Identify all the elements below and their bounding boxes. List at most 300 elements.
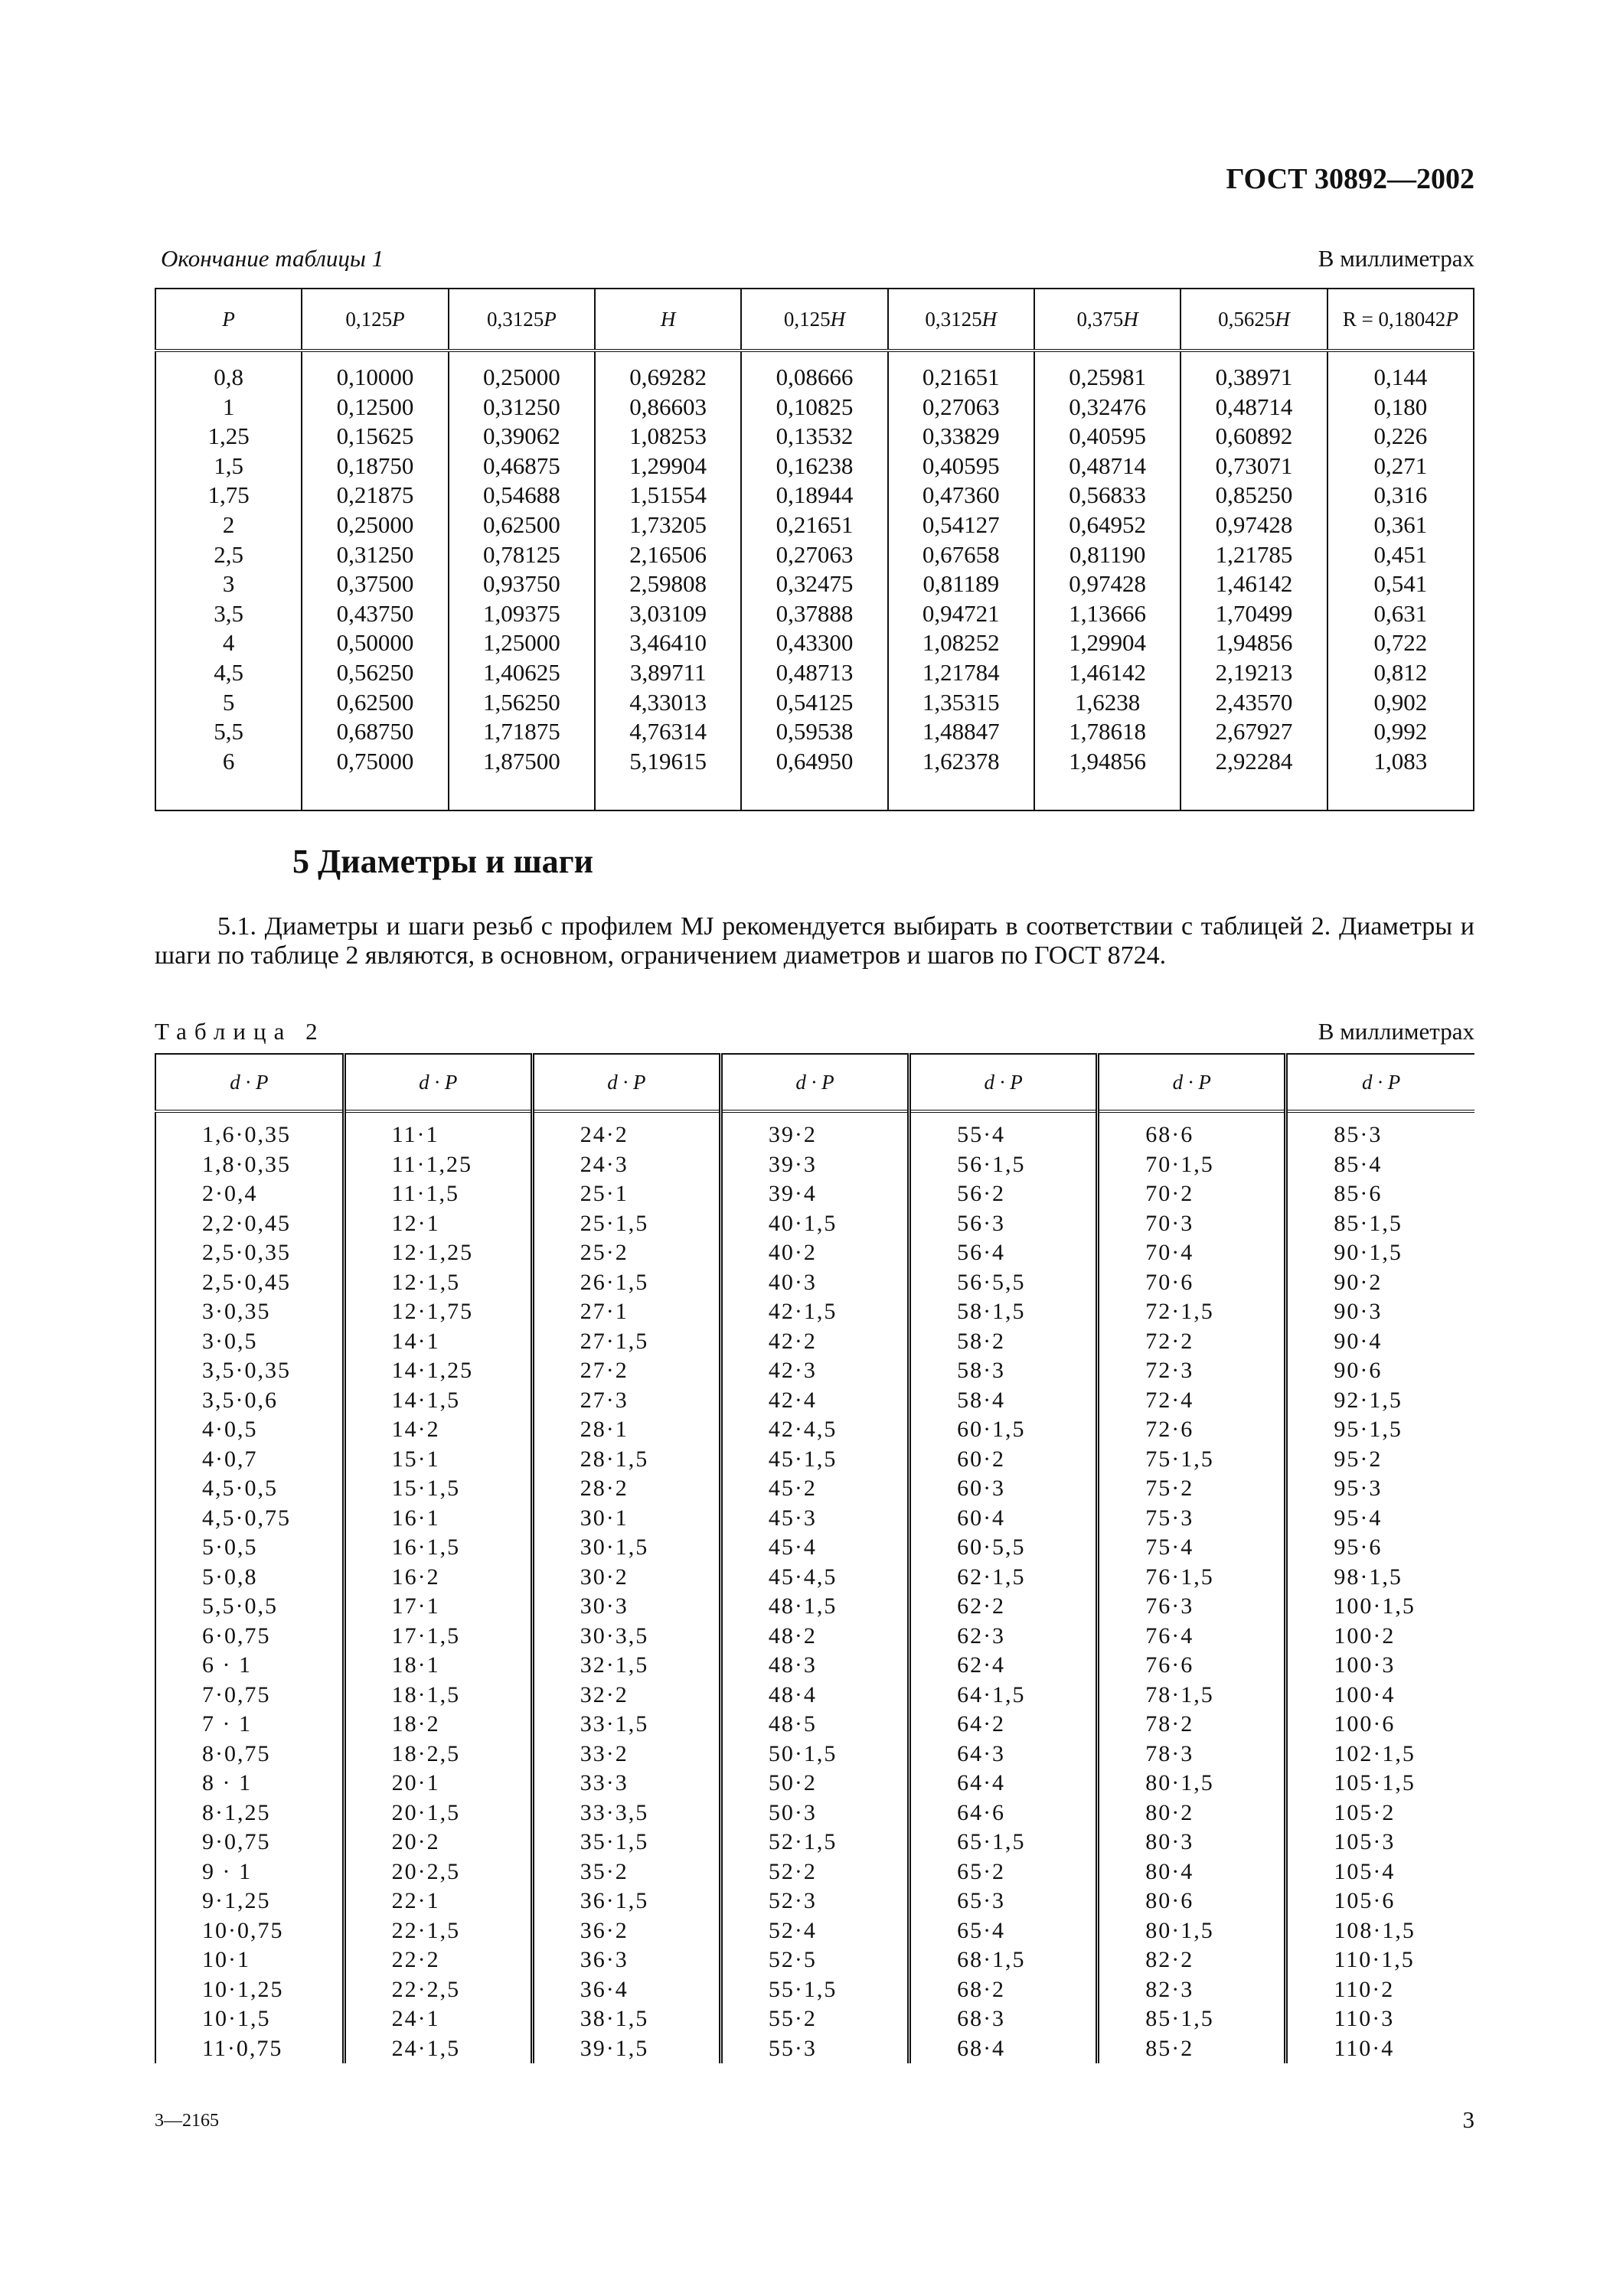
- table-cell: 78·2: [1098, 1710, 1286, 1740]
- table-cell: 1,083: [1373, 747, 1428, 775]
- table-cell: 4,76314: [595, 717, 741, 747]
- table-cell: 1,25000: [449, 628, 595, 658]
- table-cell: 32·1,5: [532, 1651, 720, 1681]
- table-row: [155, 393, 1474, 422]
- table-cell: 33·2: [532, 1740, 720, 1769]
- table-cell: 25·1: [532, 1179, 720, 1209]
- table-cell: 78·3: [1098, 1740, 1286, 1769]
- table-cell: 0,97428: [1034, 569, 1181, 599]
- table-row: [155, 1111, 1474, 1150]
- table-cell: 22·2: [344, 1945, 532, 1975]
- table-cell: 76·3: [1098, 1592, 1286, 1622]
- table-cell: 0,902: [1373, 688, 1428, 716]
- table-cell: 24·1,5: [344, 2034, 532, 2064]
- table-cell: 85·2: [1098, 2034, 1286, 2064]
- table-cell: 0,40595: [888, 452, 1034, 481]
- table-cell: 72·3: [1098, 1356, 1286, 1386]
- table-cell: 22·2,5: [344, 1975, 532, 2005]
- table-cell: 0,59538: [741, 717, 887, 747]
- table-cell: 92·1,5: [1334, 1387, 1403, 1413]
- table-cell: 50·1,5: [720, 1740, 909, 1769]
- column-header-variable: P: [544, 307, 557, 331]
- table-row: [155, 1622, 1474, 1652]
- table-cell: 110·2: [1334, 1976, 1395, 2002]
- table-cell: 0,48714: [1181, 393, 1327, 422]
- table-cell: 1,6238: [1034, 688, 1181, 718]
- table1-caption: Окончание таблицы 1: [161, 245, 384, 272]
- table-cell: 18·2,5: [344, 1740, 532, 1769]
- table-row: [155, 1268, 1474, 1298]
- table1-units: В миллиметрах: [1318, 245, 1474, 272]
- table-cell: 1,29904: [1034, 628, 1181, 658]
- table-cell: 48·5: [720, 1710, 909, 1740]
- table-cell: 55·4: [909, 1111, 1098, 1150]
- table-row: [155, 1209, 1474, 1239]
- table-cell: 0,68750: [302, 717, 448, 747]
- table1-column-header: [595, 289, 741, 351]
- table-cell: 0,56250: [302, 658, 448, 688]
- table-cell: 0,31250: [449, 393, 595, 422]
- table-cell: 0,85250: [1181, 481, 1327, 510]
- table-cell: 12·1,75: [344, 1297, 532, 1327]
- table-cell: 3,03109: [595, 599, 741, 629]
- table-row: [155, 1916, 1474, 1946]
- table-cell: 4: [155, 628, 302, 658]
- table-cell: 2,59808: [595, 569, 741, 599]
- table-cell: 60·4: [909, 1504, 1098, 1534]
- table-cell: 0,69282: [595, 351, 741, 393]
- table-cell: 27·3: [532, 1386, 720, 1416]
- table-cell: 1,73205: [595, 510, 741, 540]
- table-cell: 42·2: [720, 1327, 909, 1357]
- table-cell: 2,5·0,35: [155, 1238, 344, 1268]
- table-row: [155, 717, 1474, 747]
- table1-column-header: [449, 289, 595, 351]
- table-cell: 22·1: [344, 1887, 532, 1916]
- table-cell: 8·1,25: [155, 1799, 344, 1828]
- table-cell: 9·0,75: [155, 1828, 344, 1857]
- table-cell: 62·4: [909, 1651, 1098, 1681]
- table-cell: 75·2: [1098, 1474, 1286, 1504]
- table-cell: 1,62378: [888, 747, 1034, 811]
- table-cell: 80·1,5: [1098, 1769, 1286, 1799]
- table-cell: 0,631: [1373, 599, 1428, 627]
- table-cell: 28·1,5: [532, 1445, 720, 1475]
- table-cell: 36·4: [532, 1975, 720, 2005]
- table-cell: 60·1,5: [909, 1415, 1098, 1445]
- table-cell: 38·1,5: [532, 2004, 720, 2034]
- table-cell: 55·3: [720, 2034, 909, 2064]
- table-cell: 0,992: [1373, 718, 1428, 745]
- table-cell: 102·1,5: [1334, 1740, 1416, 1766]
- table-cell: 98·1,5: [1334, 1564, 1403, 1590]
- table-cell: 0,21651: [741, 510, 887, 540]
- table-cell: 18·1: [344, 1651, 532, 1681]
- table-cell: 90·2: [1334, 1269, 1383, 1295]
- table-cell: 11·1: [344, 1111, 532, 1150]
- table-row: [155, 1238, 1474, 1268]
- table-cell: 36·3: [532, 1945, 720, 1975]
- table-cell: 85·1,5: [1334, 1210, 1403, 1236]
- table-cell: 56·3: [909, 1209, 1098, 1239]
- table-cell: 33·1,5: [532, 1710, 720, 1740]
- table-cell: 1,78618: [1034, 717, 1181, 747]
- table-cell: 3,5·0,6: [155, 1386, 344, 1416]
- table-cell: 76·6: [1098, 1651, 1286, 1681]
- table-cell: 30·1,5: [532, 1533, 720, 1563]
- table-cell: 65·1,5: [909, 1828, 1098, 1857]
- table-cell: 85·4: [1334, 1151, 1383, 1177]
- table-cell: 39·2: [720, 1111, 909, 1150]
- table-row: [155, 422, 1474, 452]
- table-cell: 11·0,75: [155, 2034, 344, 2064]
- table-cell: 0,37888: [741, 599, 887, 629]
- table-cell: 100·6: [1334, 1711, 1396, 1737]
- table-cell: 0,271: [1373, 452, 1428, 479]
- table-cell: 45·4,5: [720, 1563, 909, 1593]
- table-cell: 33·3: [532, 1769, 720, 1799]
- table-cell: 56·2: [909, 1179, 1098, 1209]
- table-cell: 70·6: [1098, 1268, 1286, 1298]
- table1-column-header: [1034, 289, 1181, 351]
- table-cell: 20·2,5: [344, 1857, 532, 1887]
- table-cell: 0,8: [155, 351, 302, 393]
- table-cell: 90·1,5: [1334, 1240, 1403, 1265]
- table-row: [155, 1887, 1474, 1916]
- table-cell: 1,13666: [1034, 599, 1181, 629]
- table-cell: 2,67927: [1181, 717, 1327, 747]
- table1-header-row: [155, 289, 1474, 351]
- table-row: [155, 747, 1474, 811]
- table-cell: 4·0,5: [155, 1415, 344, 1445]
- table-cell: 1,25: [155, 422, 302, 452]
- table-cell: 75·3: [1098, 1504, 1286, 1534]
- table-cell: 52·3: [720, 1887, 909, 1916]
- table-cell: 30·3,5: [532, 1622, 720, 1652]
- table-cell: 0,451: [1373, 540, 1428, 568]
- table-cell: 8 · 1: [155, 1769, 344, 1799]
- table-cell: 1,40625: [449, 658, 595, 688]
- table-cell: 9 · 1: [155, 1857, 344, 1887]
- table-cell: 22·1,5: [344, 1916, 532, 1946]
- page-number: 3: [1462, 2106, 1474, 2133]
- column-header-variable: H: [981, 307, 998, 331]
- table-cell: 10·1: [155, 1945, 344, 1975]
- table-cell: 1,29904: [595, 452, 741, 481]
- column-header-coefficient: R = 0,18042: [1342, 307, 1446, 331]
- table-cell: 95·4: [1334, 1505, 1383, 1531]
- table-cell: 64·2: [909, 1710, 1098, 1740]
- table-row: [155, 1356, 1474, 1386]
- table-cell: 16·2: [344, 1563, 532, 1593]
- table-cell: 25·2: [532, 1238, 720, 1268]
- table-cell: 0,08666: [741, 351, 887, 393]
- table-row: [155, 1445, 1474, 1475]
- table-cell: 60·3: [909, 1474, 1098, 1504]
- table-cell: 0,43750: [302, 599, 448, 629]
- table-cell: 80·6: [1098, 1887, 1286, 1916]
- table-row: [155, 481, 1474, 510]
- table-cell: 0,18944: [741, 481, 887, 510]
- table2-column-header: d · P: [344, 1054, 532, 1111]
- table-cell: 30·2: [532, 1563, 720, 1593]
- table-row: [155, 2004, 1474, 2034]
- table-cell: 12·1,25: [344, 1238, 532, 1268]
- table-cell: 2: [155, 510, 302, 540]
- table-cell: 45·2: [720, 1474, 909, 1504]
- table-cell: 70·4: [1098, 1238, 1286, 1268]
- table-cell: 35·1,5: [532, 1828, 720, 1857]
- table-cell: 108·1,5: [1334, 1917, 1416, 1943]
- table-cell: 0,27063: [888, 393, 1034, 422]
- table-row: [155, 1150, 1474, 1180]
- table-cell: 52·2: [720, 1857, 909, 1887]
- table-cell: 0,64950: [741, 747, 887, 811]
- table-cell: 85·3: [1334, 1122, 1383, 1147]
- table-cell: 0,12500: [302, 393, 448, 422]
- table-cell: 65·3: [909, 1887, 1098, 1916]
- table-cell: 70·2: [1098, 1179, 1286, 1209]
- table-cell: 56·1,5: [909, 1150, 1098, 1180]
- table-cell: 72·1,5: [1098, 1297, 1286, 1327]
- table-cell: 0,25981: [1034, 351, 1181, 393]
- table-cell: 78·1,5: [1098, 1681, 1286, 1711]
- table-cell: 45·4: [720, 1533, 909, 1563]
- table-cell: 24·3: [532, 1150, 720, 1180]
- table-cell: 33·3,5: [532, 1799, 720, 1828]
- table-cell: 0,25000: [302, 510, 448, 540]
- table2-units: В миллиметрах: [1318, 1018, 1474, 1045]
- table-cell: 2·0,4: [155, 1179, 344, 1209]
- section-paragraph: 5.1. Диаметры и шаги резьб с профилем MJ рекомендуется выбирать в соответствии с таблицей 2. Диаметры и шаги по таблице 2 являются, в основном, ограничением диаметров и шагов по ГОСТ 8724.: [155, 912, 1474, 970]
- table-row: [155, 1386, 1474, 1416]
- table-row: [155, 1740, 1474, 1769]
- footer-code: 3—2165: [155, 2111, 219, 2131]
- table-cell: 0,32475: [741, 569, 887, 599]
- table-cell: 85·6: [1334, 1181, 1383, 1206]
- table-cell: 68·2: [909, 1975, 1098, 2005]
- table-cell: 18·2: [344, 1710, 532, 1740]
- table-cell: 5·0,5: [155, 1533, 344, 1563]
- table-cell: 65·2: [909, 1857, 1098, 1887]
- table-cell: 0,39062: [449, 422, 595, 452]
- table-cell: 42·4: [720, 1386, 909, 1416]
- table-cell: 4,33013: [595, 688, 741, 718]
- table-cell: 95·1,5: [1334, 1417, 1403, 1442]
- table-cell: 25·1,5: [532, 1209, 720, 1239]
- table-cell: 2,2·0,45: [155, 1209, 344, 1239]
- table-row: [155, 1828, 1474, 1857]
- table-cell: 17·1,5: [344, 1622, 532, 1652]
- table-cell: 3,89711: [595, 658, 741, 688]
- table-row: [155, 1415, 1474, 1445]
- table-cell: 4,5·0,5: [155, 1474, 344, 1504]
- table-cell: 0,40595: [1034, 422, 1181, 452]
- table-cell: 105·6: [1334, 1888, 1396, 1913]
- table-cell: 4·0,7: [155, 1445, 344, 1475]
- table-cell: 16·1: [344, 1504, 532, 1534]
- table-cell: 0,54127: [888, 510, 1034, 540]
- table-cell: 62·1,5: [909, 1563, 1098, 1593]
- table-row: [155, 1651, 1474, 1681]
- table2-column-header: d · P: [532, 1054, 720, 1111]
- table-cell: 64·6: [909, 1799, 1098, 1828]
- table-cell: 24·1: [344, 2004, 532, 2034]
- table-row: [155, 1504, 1474, 1534]
- table-cell: 0,93750: [449, 569, 595, 599]
- table-cell: 20·1,5: [344, 1799, 532, 1828]
- table-cell: 3,5·0,35: [155, 1356, 344, 1386]
- table-cell: 0,33829: [888, 422, 1034, 452]
- table-cell: 48·1,5: [720, 1592, 909, 1622]
- table-cell: 0,21875: [302, 481, 448, 510]
- table-cell: 80·3: [1098, 1828, 1286, 1857]
- table-cell: 58·3: [909, 1356, 1098, 1386]
- table-row: [155, 1592, 1474, 1622]
- table-cell: 72·2: [1098, 1327, 1286, 1357]
- table1-column-header: [888, 289, 1034, 351]
- table-cell: 39·1,5: [532, 2034, 720, 2064]
- table-row: [155, 1681, 1474, 1711]
- table-cell: 76·1,5: [1098, 1563, 1286, 1593]
- table-cell: 1,71875: [449, 717, 595, 747]
- table-cell: 100·1,5: [1334, 1593, 1416, 1619]
- table-cell: 72·4: [1098, 1386, 1286, 1416]
- table-cell: 0,75000: [302, 747, 448, 811]
- table-cell: 26·1,5: [532, 1268, 720, 1298]
- table-cell: 105·4: [1334, 1858, 1396, 1884]
- table-cell: 42·4,5: [720, 1415, 909, 1445]
- table-cell: 42·1,5: [720, 1297, 909, 1327]
- table-row: [155, 658, 1474, 688]
- table-cell: 80·2: [1098, 1799, 1286, 1828]
- table-cell: 40·2: [720, 1238, 909, 1268]
- table-cell: 14·1: [344, 1327, 532, 1357]
- table-cell: 95·2: [1334, 1446, 1383, 1472]
- table-cell: 40·3: [720, 1268, 909, 1298]
- column-header-variable: H: [1123, 307, 1138, 331]
- table-cell: 0,21651: [888, 351, 1034, 393]
- table-cell: 105·1,5: [1334, 1770, 1416, 1795]
- table-cell: 4,5: [155, 658, 302, 688]
- table-cell: 16·1,5: [344, 1533, 532, 1563]
- table-cell: 35·2: [532, 1857, 720, 1887]
- table-cell: 62·2: [909, 1592, 1098, 1622]
- table-cell: 0,64952: [1034, 510, 1181, 540]
- table-cell: 56·5,5: [909, 1268, 1098, 1298]
- table-row: [155, 569, 1474, 599]
- document-standard-number: ГОСТ 30892—2002: [1226, 163, 1474, 195]
- table-cell: 110·4: [1334, 2035, 1395, 2061]
- table-cell: 0,81189: [888, 569, 1034, 599]
- table-cell: 55·2: [720, 2004, 909, 2034]
- table-cell: 0,50000: [302, 628, 448, 658]
- table-cell: 58·4: [909, 1386, 1098, 1416]
- table-cell: 1,51554: [595, 481, 741, 510]
- table-cell: 0,144: [1373, 364, 1428, 390]
- table-cell: 1,46142: [1034, 658, 1181, 688]
- table-cell: 0,94721: [888, 599, 1034, 629]
- table-cell: 70·3: [1098, 1209, 1286, 1239]
- table-cell: 48·3: [720, 1651, 909, 1681]
- table-cell: 68·3: [909, 2004, 1098, 2034]
- table-cell: 0,16238: [741, 452, 887, 481]
- table-cell: 0,86603: [595, 393, 741, 422]
- table-cell: 48·4: [720, 1681, 909, 1711]
- table-cell: 40·1,5: [720, 1209, 909, 1239]
- table2-column-header: d · P: [1098, 1054, 1286, 1111]
- table-cell: 1,09375: [449, 599, 595, 629]
- table-cell: 20·2: [344, 1828, 532, 1857]
- table-row: [155, 1474, 1474, 1504]
- table-cell: 20·1: [344, 1769, 532, 1799]
- table-cell: 75·4: [1098, 1533, 1286, 1563]
- table-cell: 36·2: [532, 1916, 720, 1946]
- table-cell: 0,25000: [449, 351, 595, 393]
- table1-column-header: [1327, 289, 1474, 351]
- table-cell: 6: [155, 747, 302, 811]
- table-cell: 70·1,5: [1098, 1150, 1286, 1180]
- table-cell: 0,73071: [1181, 452, 1327, 481]
- table-cell: 0,37500: [302, 569, 448, 599]
- table-row: [155, 1799, 1474, 1828]
- table-cell: 100·2: [1334, 1623, 1396, 1649]
- table-row: [155, 1563, 1474, 1593]
- table2-column-header: d · P: [155, 1054, 344, 1111]
- table-row: [155, 1769, 1474, 1799]
- table1-column-header: [155, 289, 302, 351]
- table-cell: 0,31250: [302, 540, 448, 570]
- table-cell: 1,75: [155, 481, 302, 510]
- table-cell: 0,60892: [1181, 422, 1327, 452]
- table-cell: 1,08253: [595, 422, 741, 452]
- table-cell: 5·0,8: [155, 1563, 344, 1593]
- table-cell: 68·1,5: [909, 1945, 1098, 1975]
- table-cell: 0,81190: [1034, 540, 1181, 570]
- table-cell: 0,62500: [302, 688, 448, 718]
- table-cell: 105·2: [1334, 1799, 1396, 1825]
- table-cell: 80·4: [1098, 1857, 1286, 1887]
- table-cell: 7·0,75: [155, 1681, 344, 1711]
- table-cell: 39·4: [720, 1179, 909, 1209]
- section-title: 5 Диаметры и шаги: [292, 843, 593, 880]
- table-row: [155, 540, 1474, 570]
- table-cell: 64·3: [909, 1740, 1098, 1769]
- table-cell: 100·4: [1334, 1681, 1396, 1707]
- table-cell: 100·3: [1334, 1652, 1396, 1678]
- table-cell: 52·5: [720, 1945, 909, 1975]
- table-row: [155, 1945, 1474, 1975]
- table-cell: 6 · 1: [155, 1651, 344, 1681]
- table-row: [155, 1710, 1474, 1740]
- table-cell: 10·1,25: [155, 1975, 344, 2005]
- column-header-variable: H: [1275, 307, 1290, 331]
- table-cell: 0,97428: [1181, 510, 1327, 540]
- table-cell: 0,62500: [449, 510, 595, 540]
- table-cell: 1,35315: [888, 688, 1034, 718]
- table-row: [155, 1327, 1474, 1357]
- table-cell: 14·2: [344, 1415, 532, 1445]
- table-cell: 0,180: [1373, 393, 1428, 420]
- column-header-variable: P: [222, 307, 235, 331]
- table2-column-header: d · P: [720, 1054, 909, 1111]
- table-cell: 0,48713: [741, 658, 887, 688]
- table-row: [155, 688, 1474, 718]
- table-cell: 0,27063: [741, 540, 887, 570]
- table-cell: 0,47360: [888, 481, 1034, 510]
- table-cell: 11·1,5: [344, 1179, 532, 1209]
- table-cell: 56·4: [909, 1238, 1098, 1268]
